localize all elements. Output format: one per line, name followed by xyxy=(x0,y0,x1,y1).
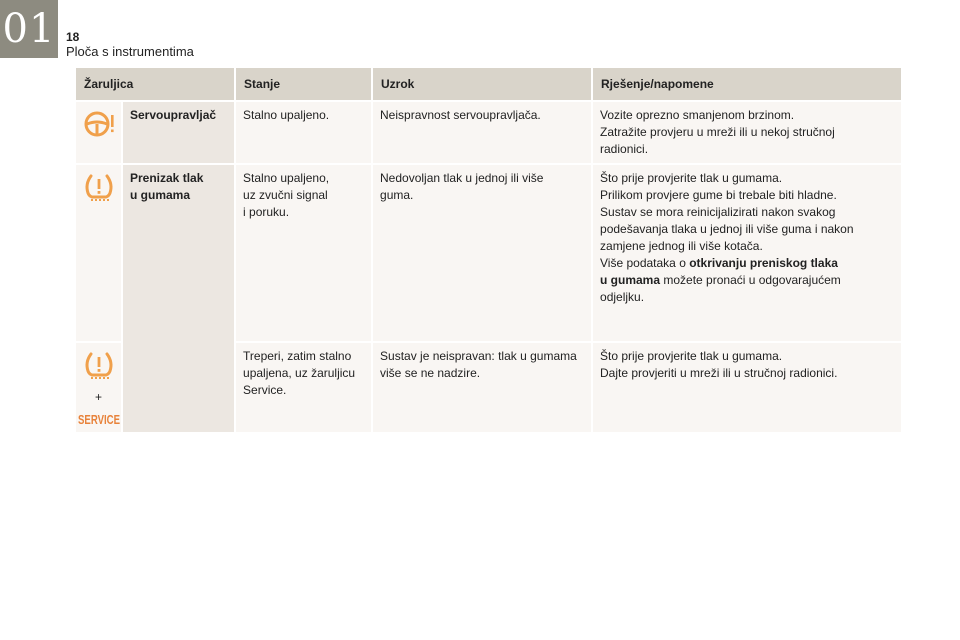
state-line: uz zvučni signal xyxy=(243,188,328,202)
cause-line: guma. xyxy=(380,188,414,202)
cause-text: Neispravnost servoupravljača. xyxy=(380,108,541,122)
state-line: Service. xyxy=(243,383,287,397)
tyre-pressure-warning-icon xyxy=(84,351,114,381)
state-cell xyxy=(235,342,372,432)
state-line: i poruku. xyxy=(243,205,290,219)
lamp-name-line: u gumama xyxy=(130,188,191,202)
chapter-tab xyxy=(0,0,58,58)
cause-line: više se ne nadzire. xyxy=(380,366,481,380)
cause-line: Nedovoljan tlak u jednoj ili više xyxy=(380,171,544,185)
icon-cell xyxy=(76,342,122,432)
column-header-lamp: Žaruljica xyxy=(76,68,235,101)
solution-cell xyxy=(592,101,902,164)
state-line: upaljena, uz žaruljicu xyxy=(243,366,356,380)
cause-cell xyxy=(372,101,592,164)
service-label: SERVICE xyxy=(77,412,120,427)
solution-line xyxy=(600,272,894,289)
section-title: Ploča s instrumentima xyxy=(66,44,194,59)
icon-cell xyxy=(76,164,122,342)
state-cell xyxy=(235,101,372,164)
solution-line: Sustav se mora reinicijalizirati nakon svakog xyxy=(600,205,836,219)
column-header-cause: Uzrok xyxy=(372,68,592,101)
cause-line: Sustav je neispravan: tlak u gumama xyxy=(380,349,577,363)
chapter-number: 01 xyxy=(2,6,56,52)
solution-emphasis: u gumama xyxy=(600,273,661,287)
solution-line: Vozite oprezno smanjenom brzinom. xyxy=(600,108,795,122)
state-line: Treperi, zatim stalno xyxy=(243,349,352,363)
state-text: Stalno upaljeno. xyxy=(243,108,330,122)
plus-sign: + xyxy=(94,390,102,404)
table-header-row xyxy=(76,68,902,101)
service-warning-icon xyxy=(77,412,121,426)
state-cell xyxy=(235,164,372,342)
solution-line: podešavanja tlaka u jednoj ili više guma i nakon xyxy=(600,222,854,236)
column-header-state: Stanje xyxy=(235,68,372,101)
solution-cell xyxy=(592,342,902,432)
lamp-name-line: Prenizak tlak xyxy=(130,171,204,185)
table-row xyxy=(76,101,902,164)
warning-lamp-table xyxy=(76,68,903,432)
solution-line: Prilikom provjere gume bi trebale biti hladne. xyxy=(600,188,837,202)
cause-cell xyxy=(372,164,592,342)
tyre-pressure-warning-icon xyxy=(84,173,114,203)
solution-line: odjeljku. xyxy=(600,290,645,304)
solution-line: radionici. xyxy=(600,142,649,156)
solution-cell xyxy=(592,164,902,342)
page-number: 18 xyxy=(66,30,80,44)
lamp-name xyxy=(122,164,235,432)
solution-line: Što prije provjerite tlak u gumama. xyxy=(600,171,783,185)
solution-line: Zatražite provjeru u mreži ili u nekoj stručnoj xyxy=(600,125,835,139)
solution-emphasis: otkrivanju preniskog tlaka xyxy=(689,256,838,270)
steering-wheel-warning-icon xyxy=(83,110,115,138)
solution-line: Što prije provjerite tlak u gumama. xyxy=(600,349,783,363)
solution-line: zamjene jednog ili više kotača. xyxy=(600,239,763,253)
cause-cell xyxy=(372,342,592,432)
icon-cell xyxy=(76,101,122,164)
table-row xyxy=(76,164,902,342)
column-header-solution: Rješenje/napomene xyxy=(592,68,902,101)
solution-line: Dajte provjeriti u mreži ili u stručnoj radionici. xyxy=(600,366,838,380)
lamp-name: Servoupravljač xyxy=(122,101,235,164)
solution-text: možete pronaći u odgovarajućem xyxy=(660,273,841,287)
solution-line xyxy=(600,255,894,272)
state-line: Stalno upaljeno, xyxy=(243,171,330,185)
solution-text: Više podataka o xyxy=(600,256,690,270)
